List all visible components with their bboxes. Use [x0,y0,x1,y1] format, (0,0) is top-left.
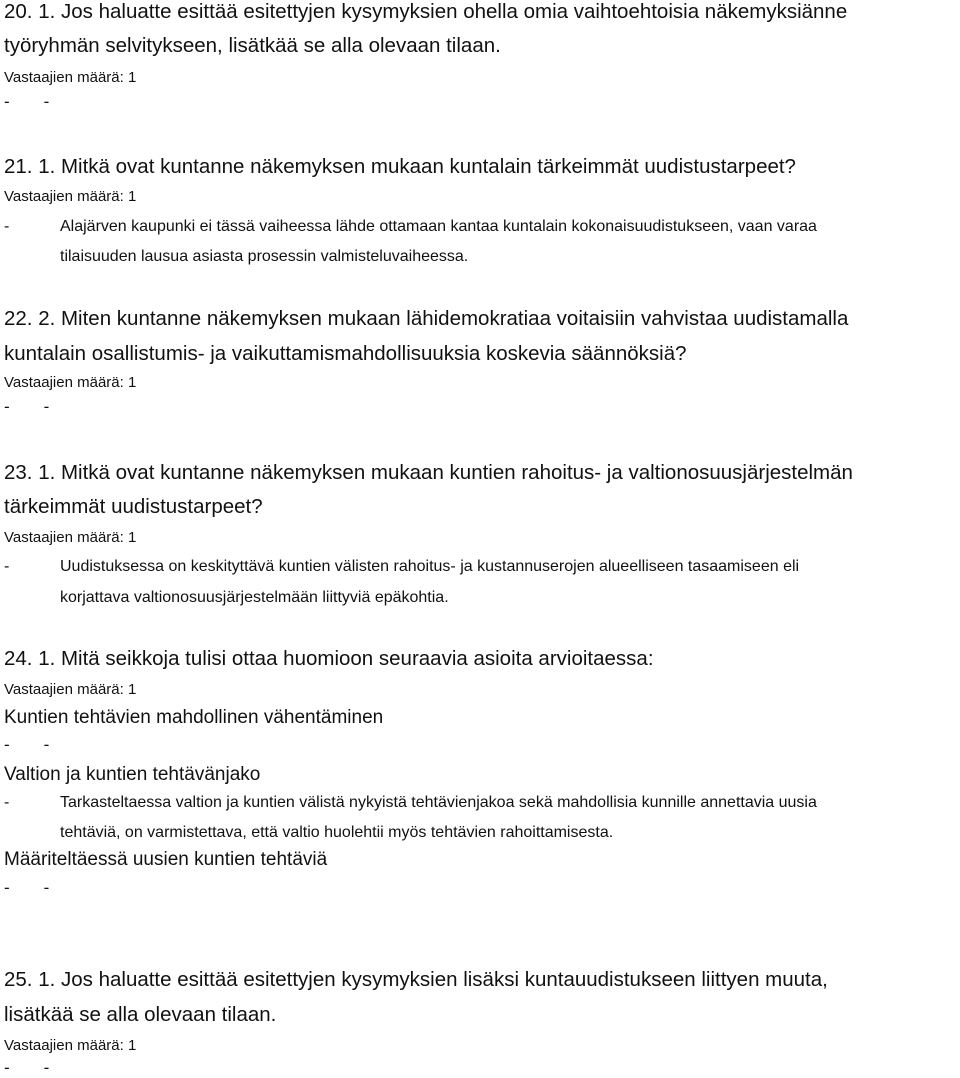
dash-mark: - [43,735,50,754]
question-24-line1: 24. 1. Mitä seikkoja tulisi ottaa huomioon seuraavia asioita arvioitaessa: [4,647,654,670]
answer-23-line1: Uudistuksessa on keskityttävä kuntien välisten rahoitus- ja kustannuserojen alueelliseen tasaamiseen eli [60,558,800,575]
question-23-line2: tärkeimmät uudistustarpeet? [4,495,263,518]
dash-mark: - [4,92,10,111]
dash-mark: - [43,397,50,416]
question-20-line2: työryhmän selvitykseen, lisätkää se alla olevaan tilaan. [4,34,501,57]
question-25-line2: lisätkää se alla olevaan tilaan. [4,1003,277,1026]
subquestion-24-3: Määriteltäessä uusien kuntien tehtäviä [4,849,328,870]
respondent-count: Vastaajien määrä: 1 [4,188,137,205]
answer-23-line2: korjattava valtionosuusjärjestelmään liittyviä epäkohtia. [60,589,449,606]
empty-answer [4,397,49,417]
empty-answer [4,92,49,112]
answer-24-2-line2: tehtäviä, on varmistettava, että valtio huolehtii myös tehtävien rahoittamisesta. [60,824,614,841]
empty-answer [4,735,49,755]
subquestion-24-2: Valtion ja kuntien tehtävänjako [4,764,261,785]
answer-24-2-line1: Tarkasteltaessa valtion ja kuntien välistä nykyistä tehtävienjakoa sekä mahdollisia kunnille annettavia uusia [60,794,817,811]
bullet-mark: - [4,218,10,235]
question-25-line1: 25. 1. Jos haluatte esittää esitettyjen kysymyksien lisäksi kuntauudistukseen liittyen muuta, [4,968,828,991]
question-23-line1: 23. 1. Mitkä ovat kuntanne näkemyksen mukaan kuntien rahoitus- ja valtionosuusjärjestelmän [4,461,853,484]
subquestion-24-1: Kuntien tehtävien mahdollinen vähentäminen [4,707,384,728]
respondent-count: Vastaajien määrä: 1 [4,374,137,391]
empty-answer [4,1058,49,1078]
dash-mark: - [4,878,10,897]
respondent-count: Vastaajien määrä: 1 [4,681,137,698]
dash-mark: - [4,1058,10,1077]
question-21-line1: 21. 1. Mitkä ovat kuntanne näkemyksen mukaan kuntalain tärkeimmät uudistustarpeet? [4,155,796,178]
bullet-mark: - [4,794,10,811]
dash-mark: - [43,92,50,111]
respondent-count: Vastaajien määrä: 1 [4,69,137,86]
respondent-count: Vastaajien määrä: 1 [4,529,137,546]
dash-mark: - [4,735,10,754]
dash-mark: - [43,1058,50,1077]
question-22-line2: kuntalain osallistumis- ja vaikuttamismahdollisuuksia koskevia säännöksiä? [4,342,687,365]
respondent-count: Vastaajien määrä: 1 [4,1037,137,1054]
question-20-line1: 20. 1. Jos haluatte esittää esitettyjen kysymyksien ohella omia vaihtoehtoisia näkemyksiänne [4,0,848,23]
bullet-mark: - [4,558,10,575]
answer-21-line1: Alajärven kaupunki ei tässä vaiheessa lähde ottamaan kantaa kuntalain kokonaisuudistukseen, vaan varaa [60,218,817,235]
answer-21-line2: tilaisuuden lausua asiasta prosessin valmisteluvaiheessa. [60,248,469,265]
question-22-line1: 22. 2. Miten kuntanne näkemyksen mukaan lähidemokratiaa voitaisiin vahvistaa uudistamalla [4,307,849,330]
dash-mark: - [43,878,50,897]
empty-answer [4,878,49,898]
dash-mark: - [4,397,10,416]
